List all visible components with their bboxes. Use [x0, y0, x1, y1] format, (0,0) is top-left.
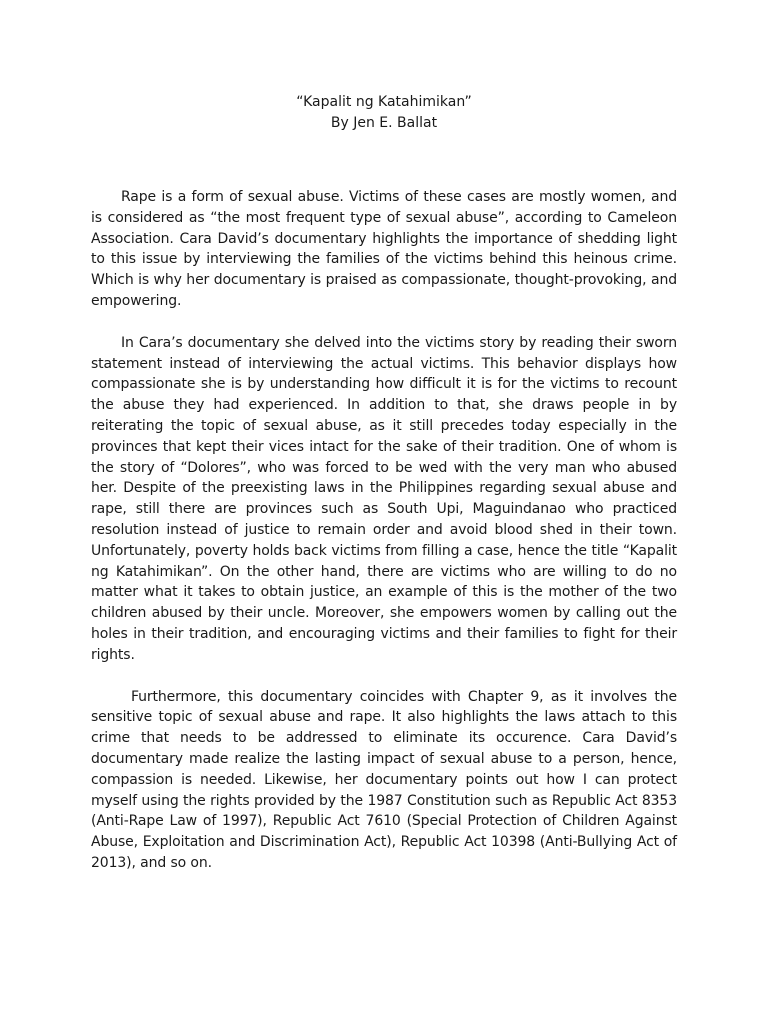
title-block: [91, 92, 677, 134]
document-byline: By Jen E. Ballat: [330, 115, 438, 131]
document-title: “Kapalit ng Katahimikan”: [296, 94, 472, 110]
paragraph-1: Rape is a form of sexual abuse. Victims of these cases are mostly women, and is considered as “the most frequent type of sexual abuse”, according to Cameleon Association. Cara David’s documentary highlights the importance of shedding light to this issue by interviewing the families of the victims behind this heinous crime. Which is why her documentary is praised as compassionate, thought-provoking, and empowering.: [91, 189, 677, 309]
paragraph-2: In Cara’s documentary she delved into the victims story by reading their sworn statement instead of interviewing the actual victims. This behavior displays how compassionate she is by understanding how difficult it is for the victims to recount the abuse they had experienced. In addition to that, she draws people in by reiterating the topic of sexual abuse, as it still precedes today especially in the provinces that kept their vices intact for the sake of their tradition. One of whom is the story of “Dolores”, who was forced to be wed with the very man who abused her. Despite of the preexisting laws in the Philippines regarding sexual abuse and rape, still there are provinces such as South Upi, Maguindanao who practiced resolution instead of justice to remain order and avoid blood shed in their town. Unfortunately, poverty holds back victims from filling a case, hence the title “Kapalit ng Katahimikan”. On the other hand, there are victims who are willing to do no matter what it takes to obtain justice, an example of this is the mother of the two children abused by their uncle. Moreover, she empowers women by calling out the holes in their tradition, and encouraging victims and their families to fight for their rights.: [91, 334, 677, 663]
paragraph-3: Furthermore, this documentary coincides with Chapter 9, as it involves the sensitive topic of sexual abuse and rape. It also highlights the laws attach to this crime that needs to be addressed to eliminate its occurence. Cara David’s documentary made realize the lasting impact of sexual abuse to a person, hence, compassion is needed. Likewise, her documentary points out how I can protect myself using the rights provided by the 1987 Constitution such as Republic Act 8353 (Anti-Rape Law of 1997), Republic Act 7610 (Special Protection of Children Against Abuse, Exploitation and Discrimination Act), Republic Act 10398 (Anti-Bullying Act of 2013), and so on.: [91, 688, 677, 871]
document-page: [91, 92, 677, 895]
